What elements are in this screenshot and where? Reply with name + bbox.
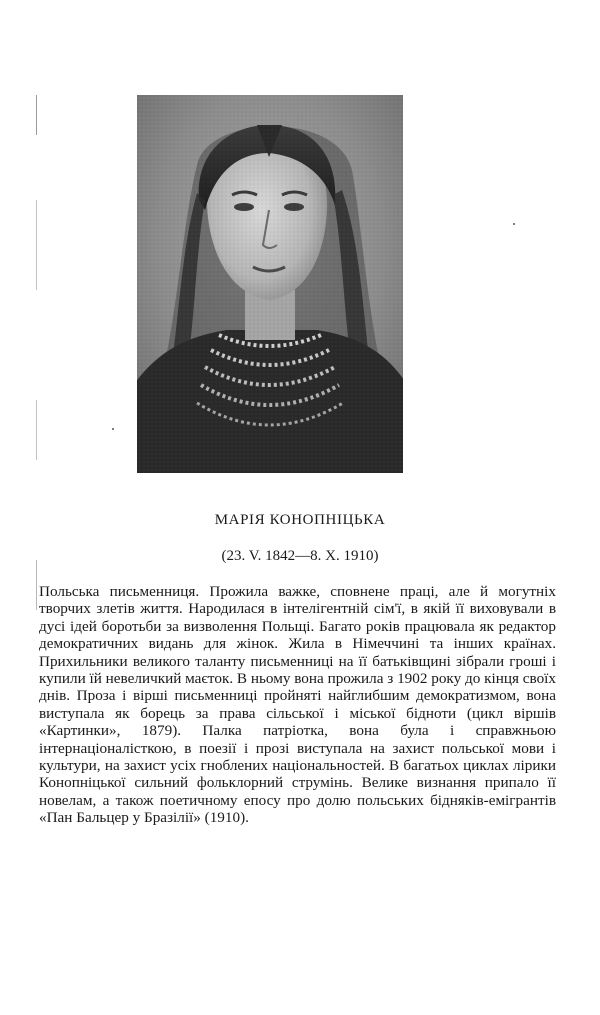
life-dates: (23. V. 1842—8. X. 1910) <box>221 548 379 564</box>
page-title: МАРІЯ КОНОПНІЦЬКА <box>214 512 386 528</box>
portrait-photo <box>137 95 403 473</box>
margin-line <box>36 95 37 135</box>
margin-line <box>36 400 37 460</box>
print-speck <box>513 223 515 225</box>
margin-line <box>36 200 37 290</box>
margin-line <box>36 560 37 610</box>
print-speck <box>112 428 114 430</box>
biography-paragraph: Польська письменниця. Прожила важке, сповнене праці, але й могутніх творчих злетів життя. Народилася в інтелігентній сім'ї, в якій її виховували в дусі ідей боротьби за визволення Польщі. Багато років працювала як редактор демократичних видань для жінок. Жила в Німеччині та інших країнах. Прихильники великого таланту письменниці на її батьківщині зібрали гроші і купили їй невеличкий маєток. В ньому вона прожила з 1902 року до кінця своїх днів. Проза і вірші письменниці пройняті найглибшим демократизмом, вона виступала як борець за права сільської і міської бідноти (цикл віршів «Картинки», 1879). Палка патріотка, вона була і справжньою інтернаціоналісткою, в поезії і прозі виступала на захист польської мови і культури, на захист усіх гноблених національностей. В багатьох циклах лірики Конопніцької сильний фольклорний струмінь. Велике визнання припало її новелам, а також поетичному епосу про долю польських бідняків-емігрантів «Пан Бальцер у Бразілії» (1910). <box>39 583 556 827</box>
